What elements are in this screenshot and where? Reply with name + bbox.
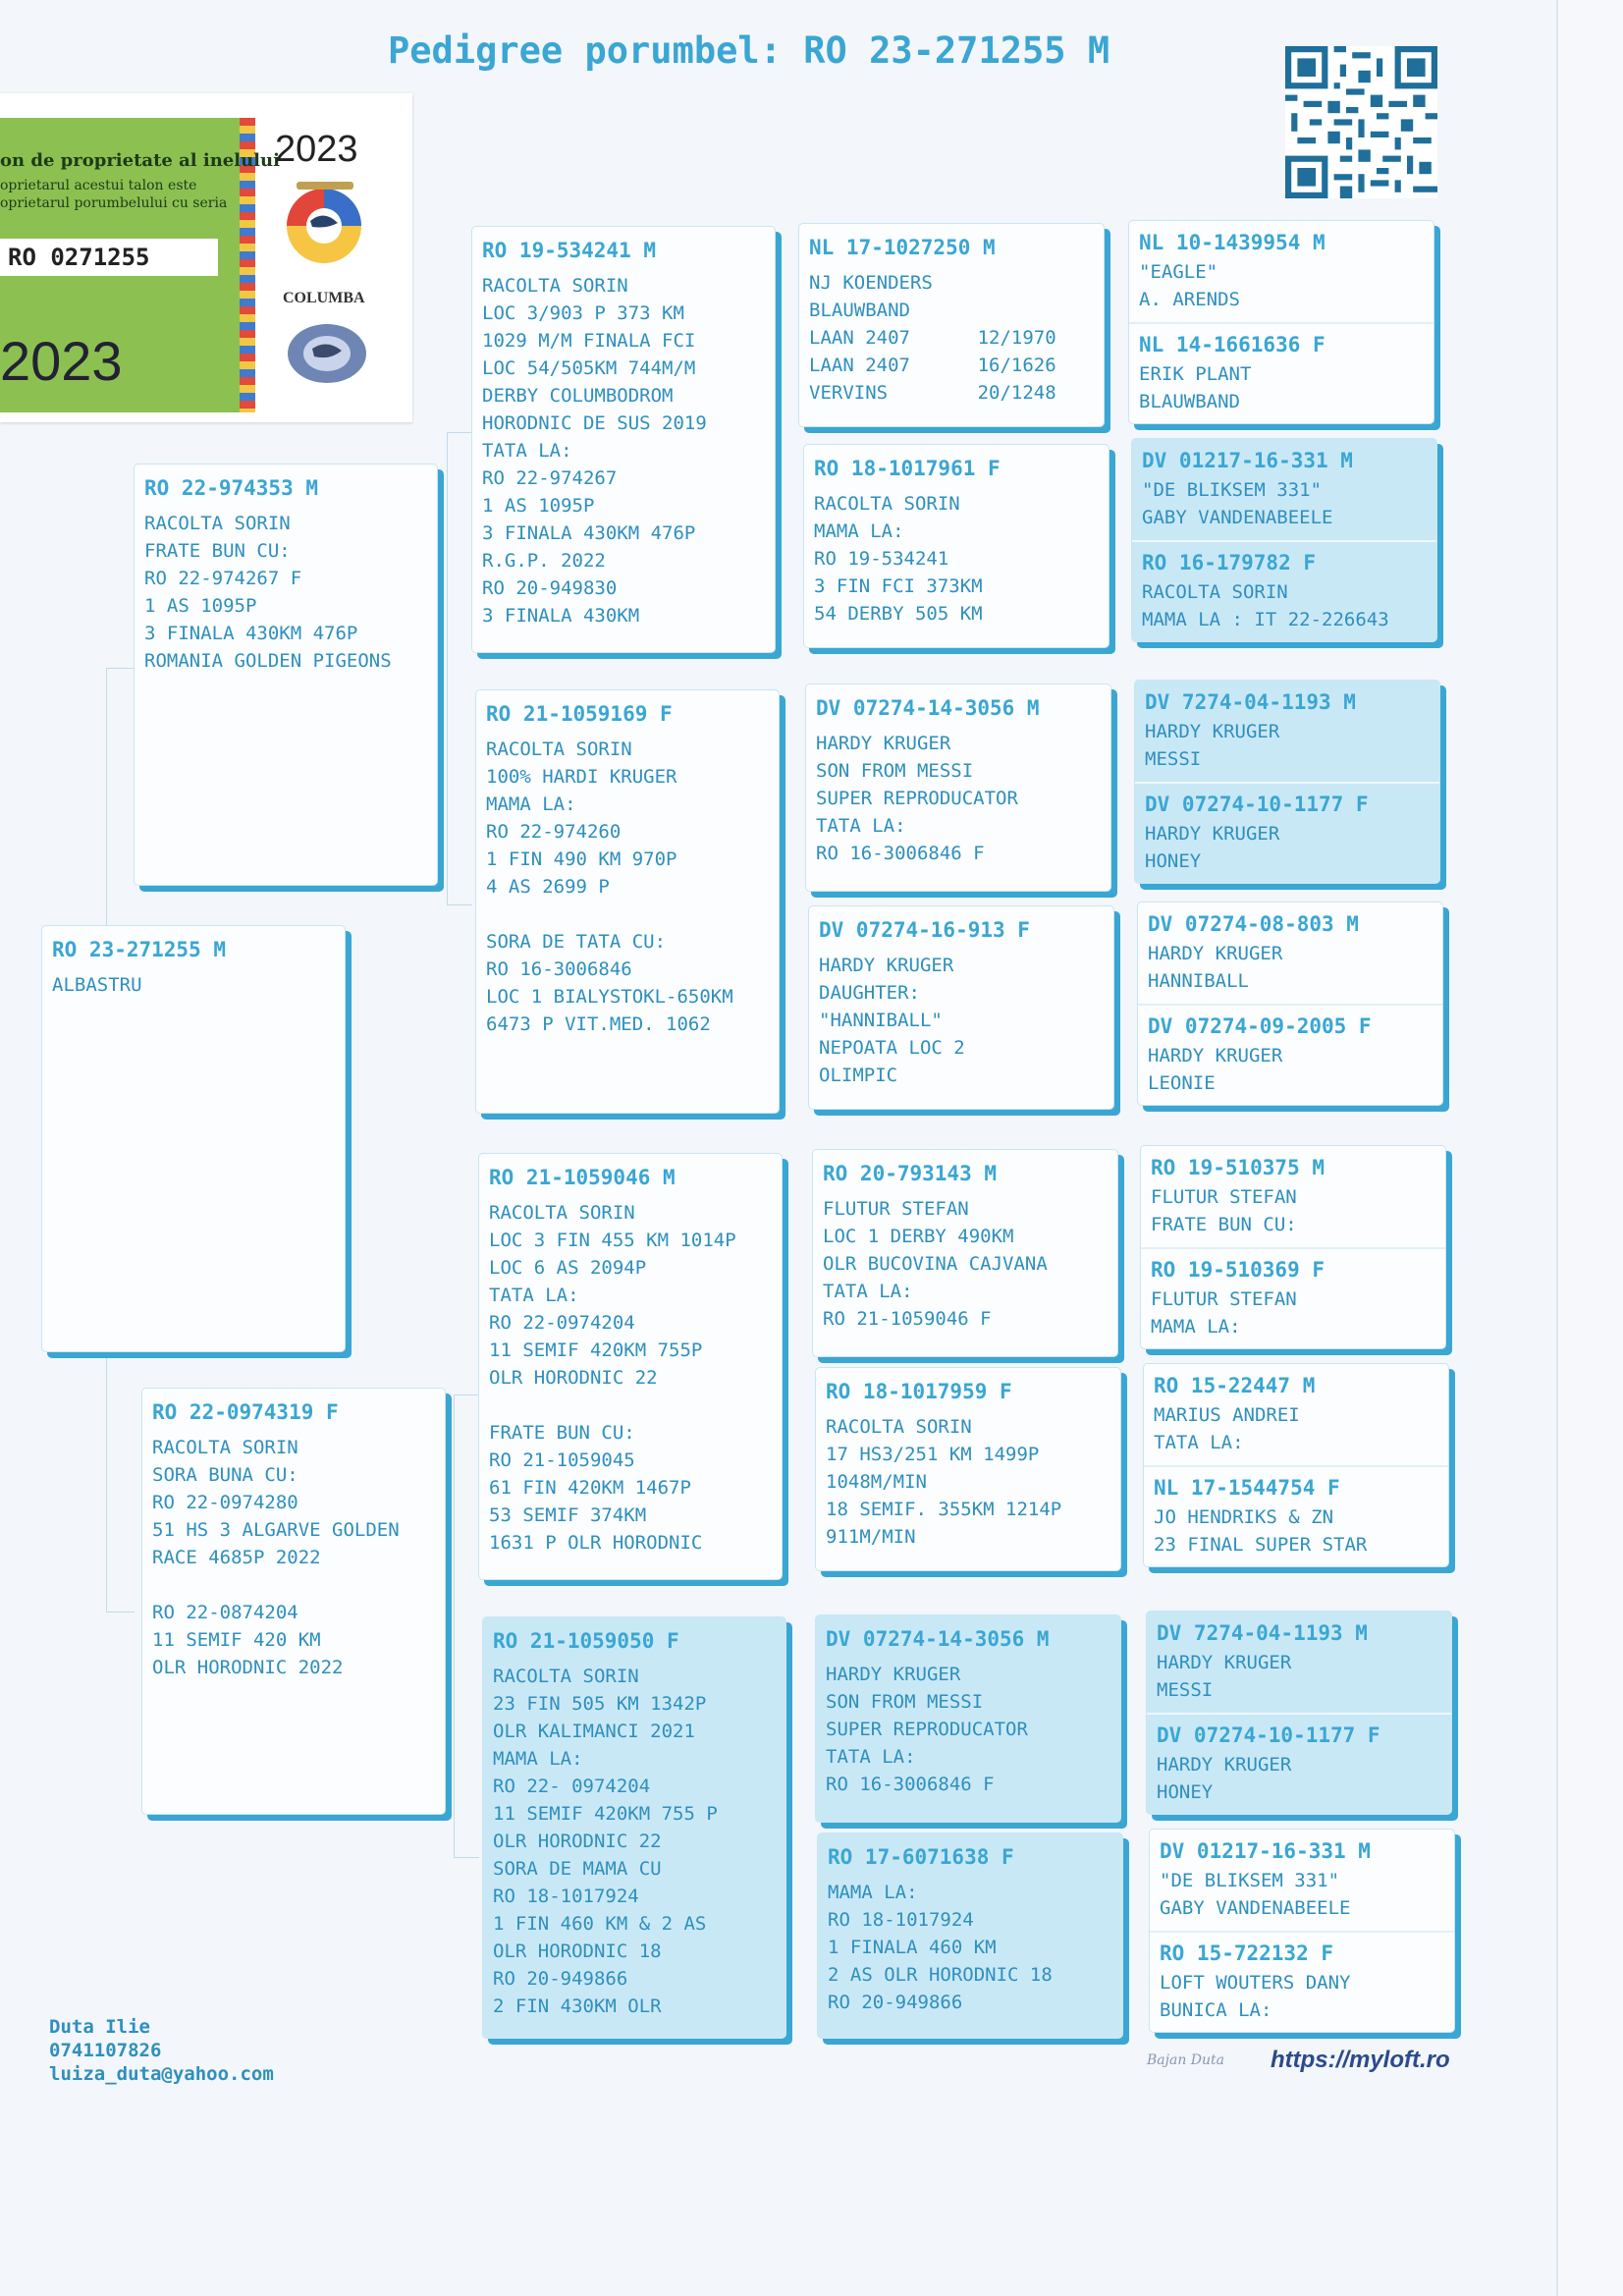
note-line: LOC 6 AS 2094P xyxy=(489,1257,647,1279)
note-line: FLUTUR STEFAN xyxy=(823,1198,969,1220)
note-line: RO 20-949830 xyxy=(482,577,618,599)
note-line: 3 FINALA 430KM 476P xyxy=(144,623,358,644)
note-line: 23 FIN 505 KM 1342P xyxy=(493,1693,707,1715)
note-line: TATA LA: xyxy=(823,1281,913,1302)
note-line: HARDY KRUGER xyxy=(826,1664,961,1685)
note-line: A. ARENDS xyxy=(1139,289,1240,310)
ring-card-big-year: 2023 xyxy=(0,330,123,392)
note-line xyxy=(476,901,779,928)
slot-divider xyxy=(1135,782,1439,784)
note-line: DERBY COLUMBODROM xyxy=(482,385,674,407)
note-line: "HANNIBALL" xyxy=(819,1010,943,1031)
note-line: RO 22-0874204 xyxy=(152,1602,298,1623)
pigeon-notes xyxy=(42,961,345,999)
note-line: ALBASTRU xyxy=(52,974,142,996)
note-line: OLR HORODNIC 18 xyxy=(493,1941,662,1962)
ring-number: DV 07274-10-1177 F xyxy=(1145,793,1369,816)
note-line: RO 21-1059045 xyxy=(489,1449,635,1471)
ancestor-male xyxy=(1129,221,1434,323)
dam-box xyxy=(141,1388,446,1815)
note-line: RACOLTA SORIN xyxy=(1142,581,1288,603)
ring-card-line: on de proprietate al inelului xyxy=(0,150,280,171)
note-line: MAMA LA: xyxy=(486,793,576,815)
note-line: 1 FIN 490 KM 970P xyxy=(486,848,677,870)
ring-number: RO 23-271255 M xyxy=(52,938,227,961)
ancestor-pair-box xyxy=(1146,1611,1452,1815)
pigeon-notes xyxy=(135,500,437,675)
note-line: HARDY KRUGER xyxy=(816,733,951,754)
note-line: 2 FIN 430KM OLR xyxy=(493,1995,662,2017)
note-line: 23 FINAL SUPER STAR xyxy=(1154,1534,1368,1556)
pigeon-notes xyxy=(1129,356,1434,415)
pigeon-notes xyxy=(799,259,1104,407)
note-line: TATA LA: xyxy=(816,815,906,837)
website-link[interactable]: https://myloft.ro xyxy=(1271,2047,1450,2073)
pigeon-notes xyxy=(1129,254,1434,313)
great-grandparent-box xyxy=(817,1832,1123,2039)
note-line: VERVINS 20/1248 xyxy=(809,382,1056,404)
note-line: RACOLTA SORIN xyxy=(152,1437,298,1458)
pigeon-notes xyxy=(816,1651,1120,1798)
note-line: HARDY KRUGER xyxy=(1145,721,1280,742)
pigeon-notes xyxy=(483,1653,785,2020)
note-line: LOC 3/903 P 373 KM xyxy=(482,302,684,324)
pigeon-notes xyxy=(1135,816,1439,875)
note-line: FRATE BUN CU: xyxy=(489,1422,635,1444)
ring-number: RO 18-1017961 F xyxy=(814,457,1001,480)
pigeon-notes xyxy=(1144,1397,1448,1456)
pigeon-notes xyxy=(1144,1500,1448,1558)
note-line xyxy=(479,1392,782,1419)
tree-connector xyxy=(454,1394,479,1858)
note-line: BLAUWBAND xyxy=(809,300,910,321)
note-line: JO HENDRIKS & ZN xyxy=(1154,1506,1334,1528)
note-line: HARDY KRUGER xyxy=(1148,1045,1283,1066)
note-line: RO 22-974260 xyxy=(486,821,622,843)
pigeon-notes xyxy=(1138,1038,1442,1097)
note-line: 6473 P VIT.MED. 1062 xyxy=(486,1013,711,1035)
note-line: SON FROM MESSI xyxy=(816,760,974,782)
note-line: 54 DERBY 505 KM xyxy=(814,603,983,625)
note-line: TATA LA: xyxy=(1154,1432,1244,1453)
ring-card-line: oprietarul porumbelului cu seria xyxy=(0,195,228,211)
pigeon-notes xyxy=(816,1403,1120,1551)
note-line: 1 FINALA 460 KM xyxy=(828,1937,997,1958)
note-line: RO 20-949866 xyxy=(828,1992,963,2013)
note-line: OLR BUCOVINA CAJVANA xyxy=(823,1253,1048,1275)
ring-number: RO 16-179782 F xyxy=(1142,551,1317,574)
ring-card-org: COLUMBA xyxy=(283,290,365,306)
pigeon-notes xyxy=(1138,936,1442,995)
pigeon-notes xyxy=(1132,574,1436,633)
ancestor-female xyxy=(1132,541,1436,642)
note-line: 1631 P OLR HORODNIC xyxy=(489,1532,703,1554)
ancestor-male xyxy=(1132,439,1436,541)
note-line: OLIMPIC xyxy=(819,1065,898,1086)
note-line: DAUGHTER: xyxy=(819,982,920,1004)
note-line: 911M/MIN xyxy=(826,1526,916,1548)
note-line: RACOLTA SORIN xyxy=(493,1666,639,1687)
ring-ownership-card xyxy=(0,93,412,422)
ring-number: NL 17-1027250 M xyxy=(809,236,996,259)
note-line: RO 16-3006846 F xyxy=(816,843,985,864)
ancestor-female xyxy=(1144,1466,1448,1567)
note-line: LAAN 2407 12/1970 xyxy=(809,327,1056,349)
note-line: 11 SEMIF 420 KM xyxy=(152,1629,321,1651)
note-line: LAAN 2407 16/1626 xyxy=(809,355,1056,376)
pigeon-notes xyxy=(1141,1179,1445,1238)
ring-number: RO 21-1059050 F xyxy=(493,1629,679,1653)
ancestor-female xyxy=(1141,1248,1445,1349)
note-line: HARDY KRUGER xyxy=(1145,823,1280,845)
note-line: ERIK PLANT xyxy=(1139,363,1252,385)
note-line: LOC 54/505KM 744M/M xyxy=(482,357,696,379)
ring-number: NL 14-1661636 F xyxy=(1139,333,1325,356)
ring-number: DV 07274-08-803 M xyxy=(1148,912,1359,936)
ring-number: RO 21-1059046 M xyxy=(489,1166,676,1189)
grandparent-box xyxy=(475,689,780,1114)
ring-number: DV 07274-14-3056 M xyxy=(826,1627,1050,1651)
great-grandparent-box xyxy=(805,683,1111,892)
ring-number: RO 22-974353 M xyxy=(144,476,319,500)
note-line: RO 16-3006846 xyxy=(486,958,632,980)
ring-number: DV 07274-14-3056 M xyxy=(816,696,1040,720)
pigeon-notes xyxy=(804,480,1109,628)
ancestor-female xyxy=(1135,783,1439,884)
ring-number: DV 7274-04-1193 M xyxy=(1157,1621,1368,1645)
note-line: GABY VANDENABEELE xyxy=(1160,1897,1351,1919)
ring-number: RO 22-0974319 F xyxy=(152,1400,339,1424)
great-grandparent-box xyxy=(798,223,1105,427)
slot-divider xyxy=(1147,1713,1451,1715)
great-grandparent-box xyxy=(808,905,1114,1110)
note-line: RO 22-0974204 xyxy=(489,1312,635,1334)
ancestor-female xyxy=(1138,1005,1442,1106)
ancestor-pair-box xyxy=(1149,1829,1455,2033)
note-line: 61 FIN 420KM 1467P xyxy=(489,1477,691,1499)
grandparent-box xyxy=(471,226,776,653)
note-line: RO 18-1017924 xyxy=(493,1886,639,1907)
note-line: MAMA LA : IT 22-226643 xyxy=(1142,609,1389,630)
note-line: 18 SEMIF. 355KM 1214P xyxy=(826,1499,1062,1520)
note-line: RACOLTA SORIN xyxy=(486,738,632,760)
note-line: SORA DE MAMA CU xyxy=(493,1858,662,1880)
note-line: 11 SEMIF 420KM 755P xyxy=(489,1339,703,1361)
note-line: RACOLTA SORIN xyxy=(814,493,960,515)
note-line: FLUTUR STEFAN xyxy=(1151,1288,1297,1310)
ring-card-number: RO 0271255 xyxy=(0,239,218,276)
pigeon-notes xyxy=(1135,714,1439,773)
slot-divider xyxy=(1150,1931,1454,1933)
slot-divider xyxy=(1132,540,1436,542)
ring-number: RO 19-510375 M xyxy=(1151,1156,1325,1179)
note-line: NJ KOENDERS xyxy=(809,272,933,294)
note-line: RACOLTA SORIN xyxy=(482,275,628,297)
ring-number: RO 18-1017959 F xyxy=(826,1380,1012,1403)
ancestor-pair-box xyxy=(1128,220,1434,424)
note-line: 17 HS3/251 KM 1499P xyxy=(826,1444,1040,1465)
ring-number: RO 15-22447 M xyxy=(1154,1374,1316,1397)
qr-code xyxy=(1285,46,1437,198)
ring-number: DV 07274-10-1177 F xyxy=(1157,1723,1380,1747)
note-line: HONEY xyxy=(1145,850,1202,872)
ring-number: RO 21-1059169 F xyxy=(486,702,673,726)
grandparent-box xyxy=(482,1616,786,2039)
note-line: BLAUWBAND xyxy=(1139,391,1240,412)
note-line: SUPER REPRODUCATOR xyxy=(826,1719,1028,1740)
ring-card-year: 2023 xyxy=(275,129,358,170)
note-line: 51 HS 3 ALGARVE GOLDEN xyxy=(152,1519,400,1541)
note-line: LOFT WOUTERS DANY xyxy=(1160,1972,1351,1994)
ancestor-male xyxy=(1141,1146,1445,1248)
ancestor-female xyxy=(1129,323,1434,424)
ancestor-pair-box xyxy=(1140,1145,1446,1349)
note-line: RO 22-974267 F xyxy=(144,568,302,589)
note-line: 1048M/MIN xyxy=(826,1471,927,1493)
note-line: 1 AS 1095P xyxy=(144,595,257,617)
ring-number: DV 01217-16-331 M xyxy=(1142,449,1353,472)
great-grandparent-box xyxy=(812,1149,1118,1357)
note-line: MARIUS ANDREI xyxy=(1154,1404,1300,1426)
slot-divider xyxy=(1129,322,1434,324)
ancestor-male xyxy=(1150,1830,1454,1932)
note-line xyxy=(142,1571,445,1599)
breeder-email: luiza_duta@yahoo.com xyxy=(49,2063,274,2085)
ring-number: DV 7274-04-1193 M xyxy=(1145,690,1356,714)
note-line: SORA DE TATA CU: xyxy=(486,931,667,953)
signature: Bajan Duta xyxy=(1147,2052,1225,2068)
note-line: OLR HORODNIC 22 xyxy=(493,1831,662,1852)
ancestor-pair-box xyxy=(1131,438,1437,642)
note-line: RACOLTA SORIN xyxy=(826,1416,972,1438)
note-line: FRATE BUN CU: xyxy=(1151,1214,1297,1235)
note-line: ROMANIA GOLDEN PIGEONS xyxy=(144,650,392,672)
note-line: RACOLTA SORIN xyxy=(144,513,291,534)
note-line: RO 22- 0974204 xyxy=(493,1776,651,1797)
subject-pigeon-box xyxy=(41,925,346,1352)
breeder-contact xyxy=(49,2015,274,2086)
note-line: 1 FIN 460 KM & 2 AS xyxy=(493,1913,707,1935)
ancestor-male xyxy=(1138,902,1442,1005)
note-line: "DE BLIKSEM 331" xyxy=(1160,1870,1340,1891)
note-line: MESSI xyxy=(1145,748,1202,770)
note-line: RACOLTA SORIN xyxy=(489,1202,635,1224)
note-line: HARDY KRUGER xyxy=(819,955,954,976)
note-line: RO 19-534241 xyxy=(814,548,949,570)
grandparent-box xyxy=(478,1153,783,1580)
pigeon-notes xyxy=(476,726,779,1038)
note-line: HANNIBALL xyxy=(1148,970,1249,992)
note-line: RO 22-0974280 xyxy=(152,1492,298,1513)
breeder-phone: 0741107826 xyxy=(49,2040,162,2061)
note-line: BUNICA LA: xyxy=(1160,1999,1272,2021)
note-line: MAMA LA: xyxy=(493,1748,583,1770)
ring-number: RO 19-510369 F xyxy=(1151,1258,1325,1282)
pigeon-notes xyxy=(809,942,1113,1089)
ancestor-female xyxy=(1150,1932,1454,2033)
pigeon-notes xyxy=(1141,1282,1445,1340)
note-line: LEONIE xyxy=(1148,1072,1216,1094)
note-line: SORA BUNA CU: xyxy=(152,1464,298,1486)
note-line: 3 FINALA 430KM 476P xyxy=(482,522,696,544)
note-line: HARDY KRUGER xyxy=(1157,1754,1292,1776)
note-line: 2 AS OLR HORODNIC 18 xyxy=(828,1964,1053,1986)
note-line: SON FROM MESSI xyxy=(826,1691,984,1713)
note-line: RO 16-3006846 F xyxy=(826,1774,995,1795)
note-line: 1 AS 1095P xyxy=(482,495,595,517)
ancestor-pair-box xyxy=(1134,680,1440,884)
ring-number: NL 10-1439954 M xyxy=(1139,231,1325,254)
pigeon-notes xyxy=(813,1185,1117,1333)
note-line: NEPOATA LOC 2 xyxy=(819,1037,965,1059)
note-line: RACE 4685P 2022 xyxy=(152,1547,321,1568)
note-line: GABY VANDENABEELE xyxy=(1142,507,1333,528)
note-line: RO 22-974267 xyxy=(482,467,618,489)
note-line: R.G.P. 2022 xyxy=(482,550,606,572)
slot-divider xyxy=(1141,1247,1445,1249)
note-line: LOC 3 FIN 455 KM 1014P xyxy=(489,1230,736,1251)
great-grandparent-box xyxy=(815,1614,1121,1823)
note-line: MAMA LA: xyxy=(1151,1316,1241,1338)
pigeon-notes xyxy=(142,1424,445,1681)
note-line: HONEY xyxy=(1157,1781,1214,1803)
pigeon-notes xyxy=(479,1189,782,1557)
slot-divider xyxy=(1144,1465,1448,1467)
ancestor-female xyxy=(1147,1714,1451,1815)
note-line: RO 21-1059046 F xyxy=(823,1308,992,1330)
ring-number: RO 15-722132 F xyxy=(1160,1941,1334,1965)
note-line: 3 FINALA 430KM xyxy=(482,605,640,627)
pigeon-notes xyxy=(1147,1747,1451,1806)
great-grandparent-box xyxy=(815,1367,1121,1571)
note-line: MESSI xyxy=(1157,1679,1214,1701)
sire-box xyxy=(134,464,438,886)
ancestor-male xyxy=(1144,1364,1448,1466)
note-line: RO 18-1017924 xyxy=(828,1909,974,1931)
note-line: HARDY KRUGER xyxy=(1157,1652,1292,1673)
ancestor-male xyxy=(1135,681,1439,783)
pigeon-notes xyxy=(472,262,775,629)
ring-card-line: oprietarul acestui talon este xyxy=(0,178,197,193)
pigeon-notes xyxy=(806,720,1110,867)
note-line: TATA LA: xyxy=(482,440,572,462)
page-title: Pedigree porumbel: RO 23-271255 M xyxy=(388,29,1110,72)
note-line: OLR KALIMANCI 2021 xyxy=(493,1721,695,1742)
note-line: FLUTUR STEFAN xyxy=(1151,1186,1297,1208)
ring-number: DV 01217-16-331 M xyxy=(1160,1839,1371,1863)
great-grandparent-box xyxy=(803,444,1109,648)
note-line: OLR HORODNIC 22 xyxy=(489,1367,658,1389)
ring-number: RO 19-534241 M xyxy=(482,239,657,262)
note-line: 11 SEMIF 420KM 755 P xyxy=(493,1803,718,1825)
note-line: 4 AS 2699 P xyxy=(486,876,610,898)
breeder-name: Duta Ilie xyxy=(49,2016,150,2038)
note-line: "DE BLIKSEM 331" xyxy=(1142,479,1323,501)
tree-connector xyxy=(447,432,472,905)
note-line: LOC 1 BIALYSTOKL-650KM xyxy=(486,986,733,1008)
pigeon-notes xyxy=(1150,1863,1454,1922)
note-line: 100% HARDI KRUGER xyxy=(486,766,677,788)
note-line: TATA LA: xyxy=(826,1746,916,1768)
pigeon-notes xyxy=(1132,472,1436,531)
note-line: FRATE BUN CU: xyxy=(144,540,291,562)
pigeon-notes xyxy=(818,1869,1122,2016)
note-line: LOC 1 DERBY 490KM xyxy=(823,1226,1014,1247)
note-line: 53 SEMIF 374KM xyxy=(489,1504,647,1526)
ring-number: NL 17-1544754 F xyxy=(1154,1476,1340,1500)
note-line: HORODNIC DE SUS 2019 xyxy=(482,412,707,434)
note-line: HARDY KRUGER xyxy=(1148,943,1283,964)
ring-number: RO 17-6071638 F xyxy=(828,1845,1014,1869)
slot-divider xyxy=(1138,1004,1442,1006)
note-line: SUPER REPRODUCATOR xyxy=(816,788,1018,809)
ring-number: DV 07274-09-2005 F xyxy=(1148,1014,1372,1038)
ancestor-pair-box xyxy=(1143,1363,1449,1567)
note-line: MAMA LA: xyxy=(828,1882,918,1903)
pigeon-notes xyxy=(1150,1965,1454,2024)
note-line: 1029 M/M FINALA FCI xyxy=(482,330,696,352)
note-line: MAMA LA: xyxy=(814,520,904,542)
ancestor-pair-box xyxy=(1137,902,1443,1106)
note-line: TATA LA: xyxy=(489,1285,579,1306)
note-line: "EAGLE" xyxy=(1139,261,1218,283)
pigeon-notes xyxy=(1147,1645,1451,1704)
note-line: OLR HORODNIC 2022 xyxy=(152,1657,344,1678)
note-line: 3 FIN FCI 373KM xyxy=(814,575,983,597)
ring-number: RO 20-793143 M xyxy=(823,1162,998,1185)
note-line: RO 20-949866 xyxy=(493,1968,628,1990)
ancestor-male xyxy=(1147,1612,1451,1714)
ring-number: DV 07274-16-913 F xyxy=(819,918,1030,942)
